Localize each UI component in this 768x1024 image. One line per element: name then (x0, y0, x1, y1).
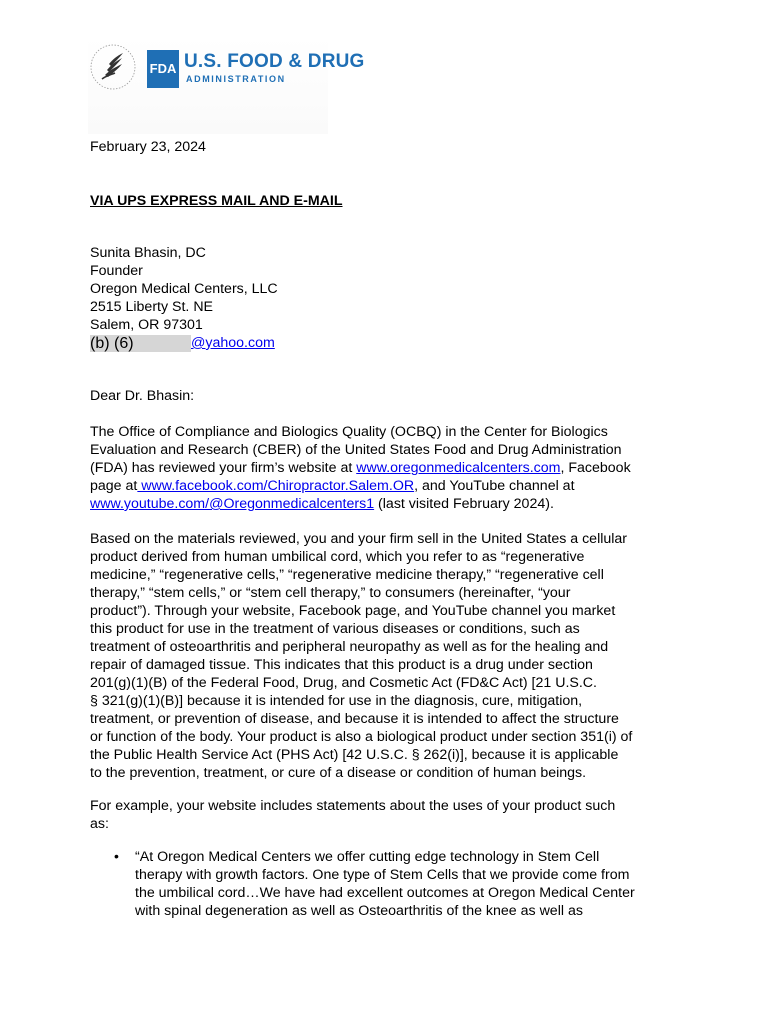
paragraph-line: § 321(g)(1)(B)] because it is intended for use in the diagnosis, cure, mitigation, (90, 693, 583, 709)
facebook-link[interactable]: www.facebook.com/Chiropractor.Salem.OR (137, 478, 415, 494)
redaction-block: (b) (6) (90, 335, 191, 352)
delivery-method: VIA UPS EXPRESS MAIL AND E-MAIL (90, 193, 343, 209)
paragraph-line: or function of the body. Your product is also a biological product under section 351(i) of (90, 729, 633, 745)
paragraph-line: treatment of osteoarthritis and peripheral neuropathy as well as for the healing and (90, 639, 609, 655)
line-text: , Facebook (560, 460, 631, 476)
paragraph-line: this product for use in the treatment of various diseases or conditions, such as (90, 621, 580, 637)
paragraph-line: 201(g)(1)(B) of the Federal Food, Drug, and Cosmetic Act (FD&C Act) [21 U.S.C. (90, 675, 597, 691)
recipient-title: Founder (90, 263, 143, 279)
email-link[interactable]: @yahoo.com (191, 335, 275, 351)
youtube-link[interactable]: www.youtube.com/@Oregonmedicalcenters1 (90, 496, 375, 512)
agency-name: U.S. FOOD & DRUG (184, 51, 365, 72)
salutation: Dear Dr. Bhasin: (90, 388, 195, 404)
recipient-street: 2515 Liberty St. NE (90, 299, 214, 315)
line-text: (FDA) has reviewed your firm’s website at (90, 460, 357, 476)
paragraph-line: therapy,” “stem cells,” or “stem cell therapy,” to consumers (hereinafter, “your (90, 585, 571, 601)
recipient-address (90, 244, 278, 352)
fda-logo-badge: FDA (147, 50, 179, 88)
quote-line: “At Oregon Medical Centers we offer cutting edge technology in Stem Cell (135, 849, 600, 865)
line-text: page at (90, 478, 138, 494)
paragraph-line: Evaluation and Research (CBER) of the United States Food and Drug Administration (90, 442, 622, 458)
recipient-city: Salem, OR 97301 (90, 317, 203, 333)
paragraph-line: to the prevention, treatment, or cure of a disease or condition of human beings. (90, 765, 587, 781)
website-link[interactable]: www.oregonmedicalcenters.com (356, 460, 561, 476)
paragraph-line: as: (90, 816, 109, 832)
recipient-email (90, 334, 278, 352)
recipient-name: Sunita Bhasin, DC (90, 245, 206, 261)
recipient-company: Oregon Medical Centers, LLC (90, 281, 278, 297)
quote-line: therapy with growth factors. One type of Stem Cells that we provide come from (135, 867, 630, 883)
quote-line: with spinal degeneration as well as Osteoarthritis of the knee as well as (135, 903, 583, 919)
paragraph-line: For example, your website includes statements about the uses of your product such (90, 798, 616, 814)
paragraph-intro (90, 423, 680, 513)
quote-line: the umbilical cord…We have had excellent outcomes at Oregon Medical Center (135, 885, 635, 901)
agency-subtitle: ADMINISTRATION (186, 74, 286, 84)
paragraph-examples (90, 797, 680, 833)
paragraph-line (90, 459, 680, 477)
paragraph-line (90, 495, 680, 513)
paragraph-line: The Office of Compliance and Biologics Quality (OCBQ) in the Center for Biologics (90, 424, 608, 440)
line-text: , and YouTube channel at (414, 478, 575, 494)
hhs-seal-icon (88, 42, 138, 92)
paragraph-line: product derived from human umbilical cord, which you refer to as “regenerative (90, 549, 585, 565)
bullet-marker: • (114, 848, 119, 864)
paragraph-line: medicine,” “regenerative cells,” “regenerative medicine therapy,” “regenerative cell (90, 567, 604, 583)
paragraph-line: treatment, or prevention of disease, and because it is intended to affect the structure (90, 711, 619, 727)
paragraph-findings (90, 530, 680, 782)
letter-date: February 23, 2024 (90, 139, 206, 155)
line-text: (last visited February 2024). (374, 496, 554, 512)
bullet-quote (135, 848, 695, 920)
paragraph-line: the Public Health Service Act (PHS Act) [42 U.S.C. § 262(i)], because it is applicable (90, 747, 619, 763)
paragraph-line: product”). Through your website, Facebook page, and YouTube channel you market (90, 603, 616, 619)
paragraph-line: repair of damaged tissue. This indicates that this product is a drug under section (90, 657, 593, 673)
paragraph-line (90, 477, 680, 495)
paragraph-line: Based on the materials reviewed, you and your firm sell in the United States a cellular (90, 531, 628, 547)
